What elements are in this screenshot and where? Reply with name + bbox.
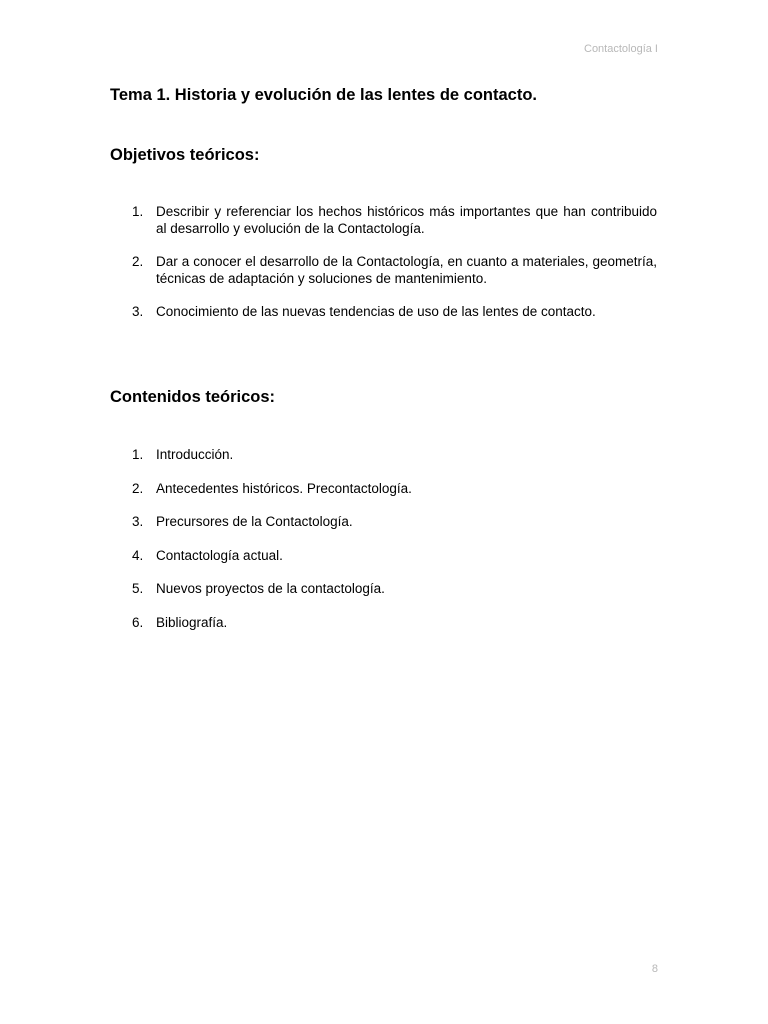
list-item-text: Conocimiento de las nuevas tendencias de uso de las lentes de contacto. — [156, 304, 596, 319]
list-item — [110, 514, 657, 531]
list-item-text: Precursores de la Contactología. — [156, 514, 353, 529]
objectives-heading: Objetivos teóricos: — [110, 146, 260, 164]
list-item — [110, 447, 657, 464]
list-item-text: Describir y referenciar los hechos históricos más importantes que han contribuido al desarrollo y evolución de la Contactología. — [156, 204, 657, 236]
list-item-number: 1. — [132, 447, 144, 462]
list-item-number: 1. — [132, 204, 144, 219]
list-item-number: 2. — [132, 254, 144, 269]
list-item-number: 3. — [132, 514, 144, 529]
list-item — [110, 204, 657, 237]
objectives-list — [110, 204, 657, 338]
list-item-text: Bibliografía. — [156, 614, 228, 630]
list-item-number: 3. — [132, 304, 144, 319]
contents-heading: Contenidos teóricos: — [110, 388, 276, 406]
list-item-text: Dar a conocer el desarrollo de la Contactología, en cuanto a materiales, geometría, técnicas de adaptación y soluciones de mantenimiento. — [156, 254, 657, 286]
list-item — [110, 615, 657, 632]
list-item — [110, 481, 657, 498]
list-item — [110, 548, 657, 565]
list-item-number: 2. — [132, 480, 144, 496]
list-item — [110, 581, 657, 598]
list-item-text: Antecedentes históricos. Precontactología. — [156, 480, 412, 496]
list-item — [110, 254, 657, 287]
list-item-text: Nuevos proyectos de la contactología. — [156, 581, 385, 596]
list-item-text: Contactología actual. — [156, 547, 283, 563]
list-item-number: 4. — [132, 547, 144, 563]
page-number: 8 — [651, 963, 658, 975]
document-title: Tema 1. Historia y evolución de las lentes de contacto. — [110, 86, 537, 104]
list-item-text: Introducción. — [156, 447, 234, 462]
list-item-number: 6. — [132, 614, 144, 630]
list-item — [110, 304, 657, 321]
list-item-number: 5. — [132, 581, 144, 596]
contents-list — [110, 447, 657, 648]
running-header: Contactología I — [584, 43, 658, 55]
